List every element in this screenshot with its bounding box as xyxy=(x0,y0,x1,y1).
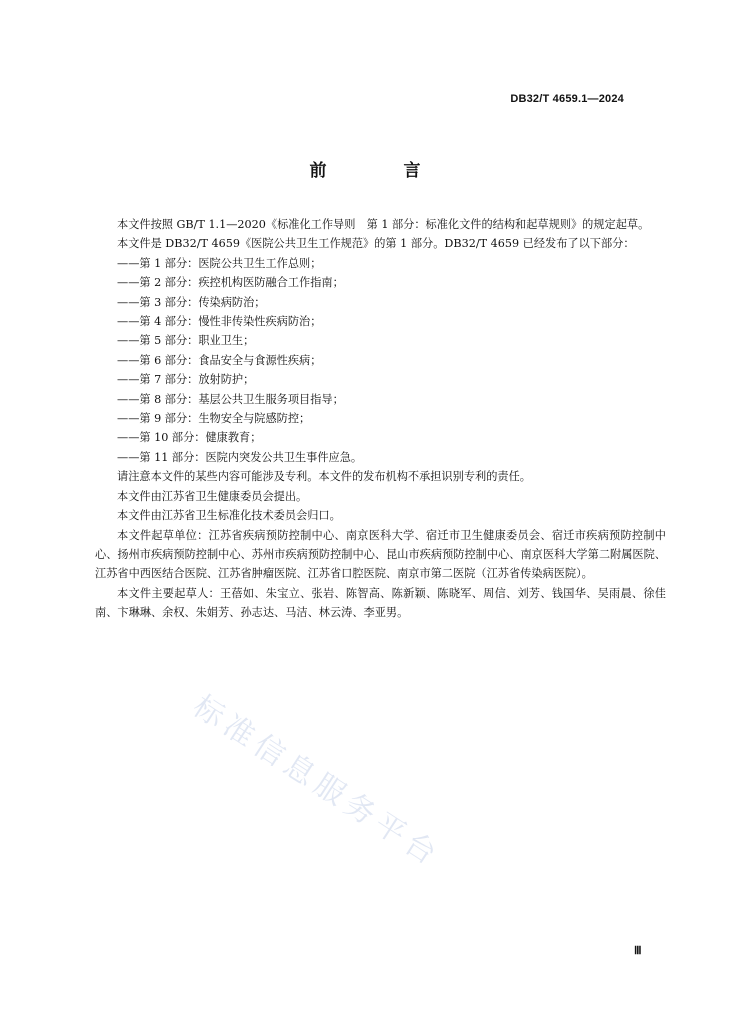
page-number: Ⅲ xyxy=(634,945,642,957)
document-body xyxy=(95,215,666,623)
proposer-note: 本文件由江苏省卫生健康委员会提出。 xyxy=(117,489,308,503)
intro-paragraph: 本文件按照 GB/T 1.1—2020《标准化工作导则 第 1 部分：标准化文件的结构和起草规则》的规定起草。 xyxy=(117,218,650,231)
committee-note: 本文件由江苏省卫生标准化技术委员会归口。 xyxy=(117,509,341,523)
intro-paragraph: 本文件是 DB32/T 4659《医院公共卫生工作规范》的第 1 部分。DB32/T 4659 已经发布了以下部分： xyxy=(117,237,635,251)
page-title: 前 言 xyxy=(309,161,451,181)
list-item: ——第 9 部分：生物安全与院感防控； xyxy=(117,412,311,426)
parts-list xyxy=(95,254,666,467)
list-item: ——第 1 部分：医院公共卫生工作总则； xyxy=(117,256,322,270)
list-item: ——第 8 部分：基层公共卫生服务项目指导； xyxy=(117,392,344,406)
list-item: ——第 7 部分：放射防护； xyxy=(117,373,255,387)
drafters: 本文件主要起草人：王蓓如、朱宝立、张岩、陈智高、陈新颖、陈晓军、周信、刘芳、钱国华、吴雨晨、徐佳南、卞琳琳、余权、朱娟芳、孙志达、马洁、林云涛、李亚男。 xyxy=(95,586,666,620)
drafting-units: 本文件起草单位：江苏省疾病预防控制中心、南京医科大学、宿迁市卫生健康委员会、宿迁市疾病预防控制中心、扬州市疾病预防控制中心、苏州市疾病预防控制中心、昆山市疾病预防控制中心、南京医科大学第二附属医院、江苏省中西医结合医院、江苏省肿瘤医院、江苏省口腔医院、南京市第二医院（江苏省传染病医院）。 xyxy=(95,528,666,581)
list-item: ——第 5 部分：职业卫生； xyxy=(117,334,255,348)
list-item: ——第 11 部分：医院内突发公共卫生事件应急。 xyxy=(117,450,363,464)
list-item: ——第 10 部分：健康教育； xyxy=(117,431,262,445)
list-item: ——第 2 部分：疾控机构医防融合工作指南； xyxy=(117,276,344,290)
watermark: 标准信息服务平台 xyxy=(186,688,448,875)
list-item: ——第 3 部分：传染病防治； xyxy=(117,295,266,309)
patent-note: 请注意本文件的某些内容可能涉及专利。本文件的发布机构不承担识别专利的责任。 xyxy=(117,470,531,484)
doc-code: DB32/T 4659.1—2024 xyxy=(510,93,624,105)
list-item: ——第 4 部分：慢性非传染性疾病防治； xyxy=(117,315,322,329)
list-item: ——第 6 部分：食品安全与食源性疾病； xyxy=(117,353,322,367)
